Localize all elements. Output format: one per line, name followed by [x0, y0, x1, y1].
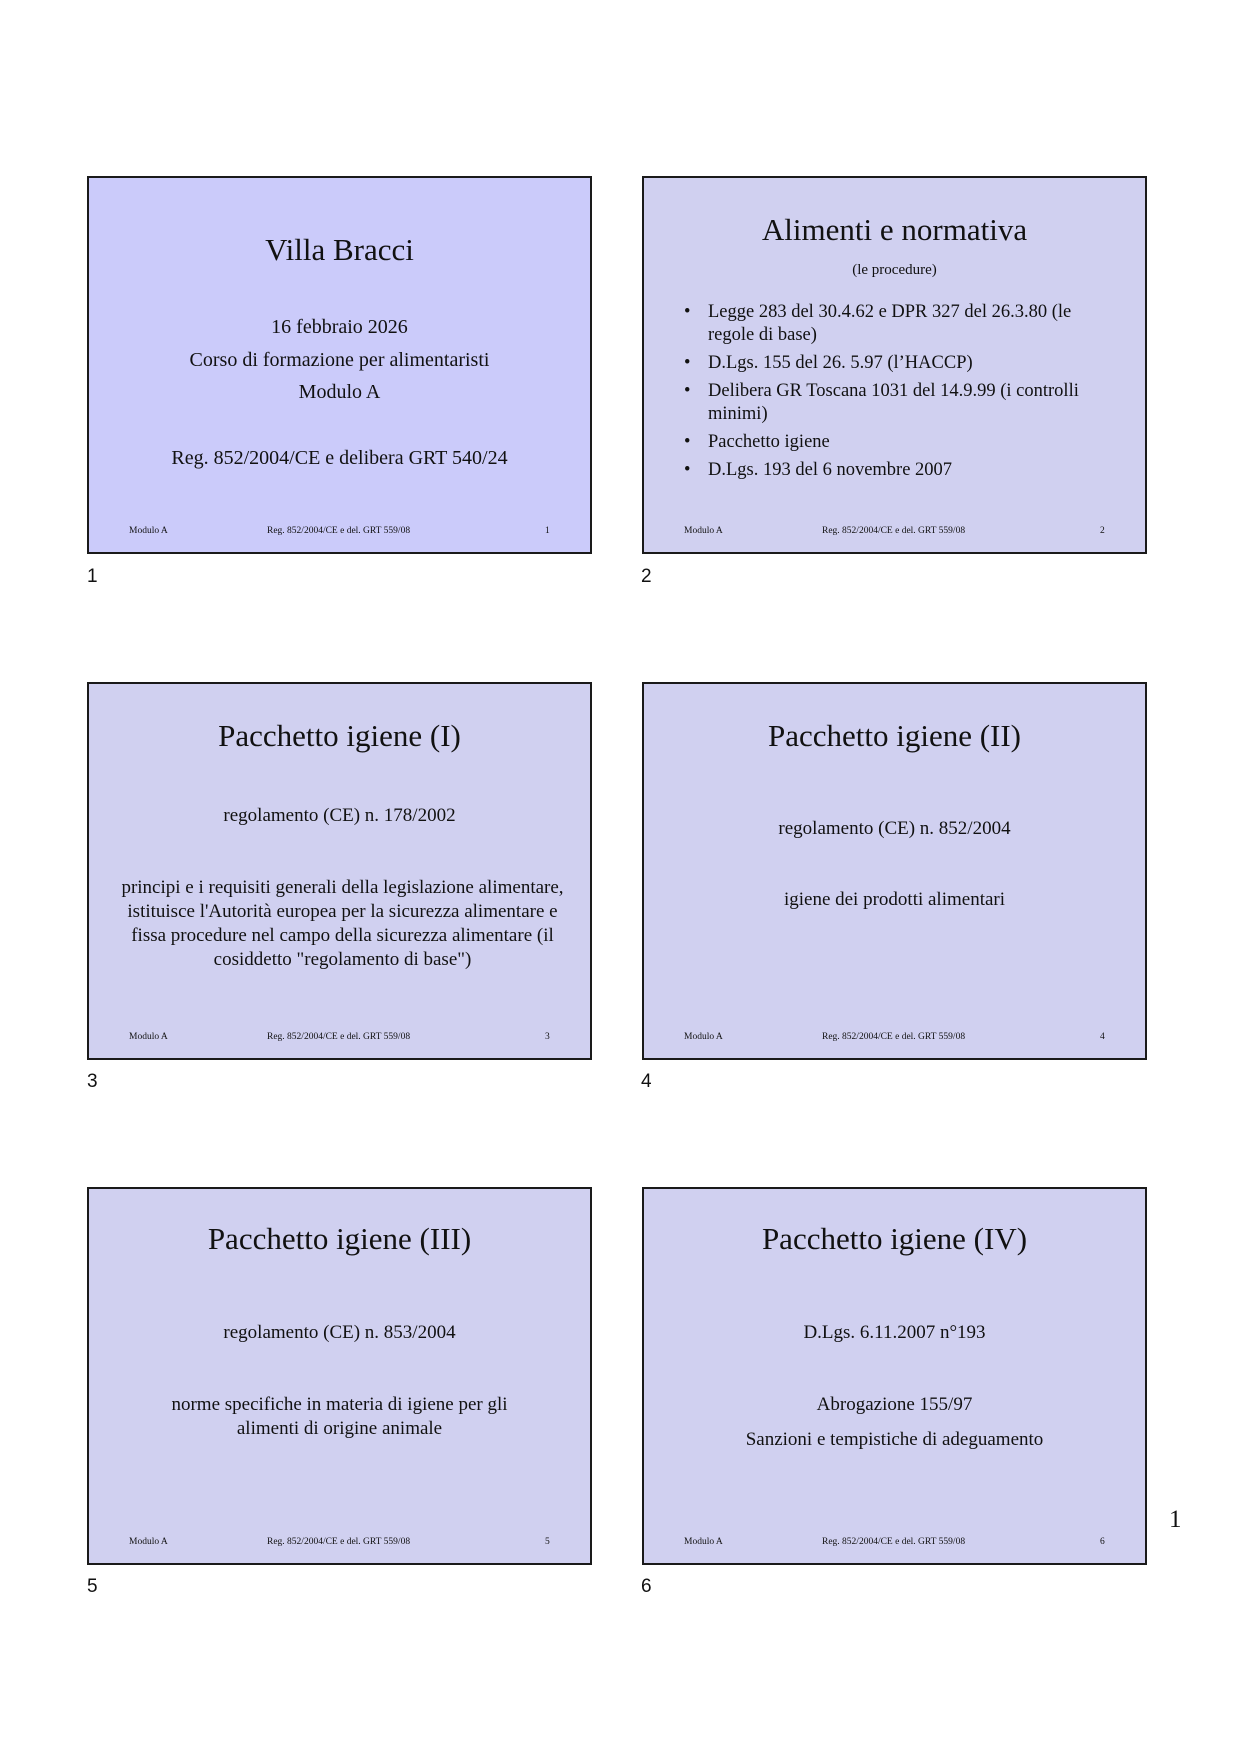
slide-6	[642, 1187, 1147, 1565]
footer-center: Reg. 852/2004/CE e del. GRT 559/08	[267, 526, 411, 536]
slide-description: principi e i requisiti generali della legislazione alimentare, istituisce l'Autorità europea per la sicurezza alimentare e fissa procedure nel campo della sicurezza alimentare (il cosiddetto "regolamento di base")	[121, 877, 564, 970]
footer-slide-number: 1	[545, 526, 550, 536]
footer-left: Modulo A	[684, 1537, 723, 1547]
slide-regulation: D.Lgs. 6.11.2007 n°193	[803, 1322, 986, 1343]
slide-number-label: 2	[641, 566, 652, 587]
footer-slide-number: 2	[1100, 526, 1105, 536]
slide-title: Pacchetto igiene (I)	[218, 718, 461, 753]
slide-regulation: regolamento (CE) n. 853/2004	[223, 1322, 456, 1343]
slide-title: Pacchetto igiene (II)	[767, 718, 1022, 753]
list-item: • D.Lgs. 155 del 26. 5.97 (l’HACCP)	[684, 353, 973, 373]
slide-number-label: 6	[641, 1576, 652, 1597]
footer-center: Reg. 852/2004/CE e del. GRT 559/08	[267, 1032, 411, 1042]
slide-title: Alimenti e normativa	[761, 212, 1028, 247]
slide-3	[87, 682, 592, 1060]
slide-1	[87, 176, 592, 554]
list-item: • Delibera GR Toscana 1031 del 14.9.99 (i controlli minimi)	[684, 381, 1079, 424]
slide-description-2: Sanzioni e tempistiche di adeguamento	[745, 1429, 1044, 1450]
bullet-list	[680, 301, 1115, 487]
slide-number-label: 4	[641, 1071, 652, 1092]
slide-regulation: regolamento (CE) n. 178/2002	[223, 805, 456, 826]
slide-regulation: Reg. 852/2004/CE e delibera GRT 540/24	[171, 447, 508, 469]
page-number: 1	[1169, 1506, 1182, 1533]
slide-module: Modulo A	[298, 381, 381, 403]
footer-center: Reg. 852/2004/CE e del. GRT 559/08	[822, 1032, 966, 1042]
slide-regulation: regolamento (CE) n. 852/2004	[778, 818, 1011, 839]
slide-description: igiene dei prodotti alimentari	[783, 889, 1006, 910]
footer-center: Reg. 852/2004/CE e del. GRT 559/08	[822, 526, 966, 536]
footer-left: Modulo A	[129, 1032, 168, 1042]
footer-slide-number: 6	[1100, 1537, 1105, 1547]
slide-number-label: 1	[87, 566, 98, 587]
slide-description: Abrogazione 155/97	[816, 1394, 973, 1415]
footer-slide-number: 3	[545, 1032, 550, 1042]
footer-center: Reg. 852/2004/CE e del. GRT 559/08	[822, 1537, 966, 1547]
slide-number-label: 3	[87, 1071, 98, 1092]
footer-left: Modulo A	[684, 1032, 723, 1042]
slide-course: Corso di formazione per alimentaristi	[189, 349, 490, 371]
slide-title: Pacchetto igiene (III)	[207, 1221, 472, 1256]
slide-number-label: 5	[87, 1576, 98, 1597]
slide-4	[642, 682, 1147, 1060]
list-item: • D.Lgs. 193 del 6 novembre 2007	[684, 460, 953, 480]
list-item: • Legge 283 del 30.4.62 e DPR 327 del 26.3.80 (le regole di base)	[684, 302, 1072, 345]
slide-description: norme specifiche in materia di igiene per gli alimenti di origine animale	[171, 1394, 508, 1439]
footer-center: Reg. 852/2004/CE e del. GRT 559/08	[267, 1537, 411, 1547]
slide-subtitle: (le procedure)	[852, 262, 937, 278]
footer-left: Modulo A	[129, 526, 168, 536]
slide-date: 16 febbraio 2026	[271, 316, 408, 338]
footer-left: Modulo A	[684, 526, 723, 536]
list-item: • Pacchetto igiene	[684, 432, 830, 452]
slide-2	[642, 176, 1147, 554]
footer-slide-number: 5	[545, 1537, 550, 1547]
slide-title: Pacchetto igiene (IV)	[761, 1221, 1028, 1256]
slide-5	[87, 1187, 592, 1565]
footer-slide-number: 4	[1100, 1032, 1105, 1042]
slide-title: Villa Bracci	[265, 232, 414, 267]
footer-left: Modulo A	[129, 1537, 168, 1547]
